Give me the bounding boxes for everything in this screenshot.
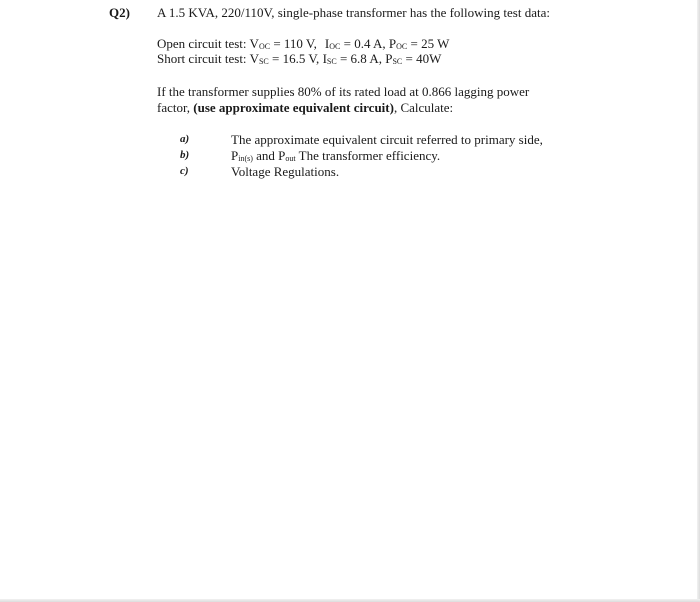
item-b-p1: P xyxy=(231,148,239,163)
item-b-rest: The transformer efficiency. xyxy=(295,148,441,163)
item-c-text: Voltage Regulations. xyxy=(231,164,340,179)
oc-power xyxy=(389,36,449,51)
sc-p-subscript: SC xyxy=(392,57,403,66)
oc-voltage xyxy=(250,36,317,51)
oc-i-symbol: I xyxy=(324,36,330,51)
item-b-sub-in: in(s) xyxy=(238,154,253,163)
oc-v-subscript: OC xyxy=(258,42,271,51)
oc-current xyxy=(325,36,386,51)
condition-prefix: factor, xyxy=(157,100,194,115)
short-circuit-test-line xyxy=(157,51,441,70)
sc-power xyxy=(385,51,441,66)
oc-i-subscript: OC xyxy=(329,42,341,51)
oc-p-value: = 25 W xyxy=(407,36,450,51)
question-number: Q2) xyxy=(109,5,130,20)
item-c-label: c) xyxy=(180,165,189,177)
condition-line-1: If the transformer supplies 80% of its rated load at 0.866 lagging power xyxy=(157,84,530,99)
condition-line-2 xyxy=(157,100,453,116)
oc-label: Open circuit test: xyxy=(157,36,247,51)
sc-i-symbol: I xyxy=(322,51,327,66)
sc-i-value: = 6.8 A, xyxy=(336,51,382,66)
condition-suffix: , Calculate: xyxy=(393,100,454,115)
item-b-sub-out: out xyxy=(285,154,296,163)
sc-label: Short circuit test: xyxy=(157,51,247,66)
oc-i-value: = 0.4 A, xyxy=(340,36,386,51)
item-a-label: a) xyxy=(180,133,190,145)
sc-current xyxy=(323,51,382,66)
oc-v-value: = 110 V, xyxy=(270,36,317,51)
sc-p-value: = 40W xyxy=(402,51,442,66)
sc-v-symbol: V xyxy=(249,51,259,66)
oc-p-subscript: OC xyxy=(396,42,408,51)
condition-bold-note: (use approximate equivalent circuit) xyxy=(193,100,394,115)
item-a-text: The approximate equivalent circuit referred to primary side, xyxy=(231,132,543,147)
item-b-label: b) xyxy=(180,149,190,161)
oc-v-symbol: V xyxy=(249,36,259,51)
question-statement: A 1.5 KVA, 220/110V, single-phase transformer has the following test data: xyxy=(157,5,550,20)
item-b-mid: and P xyxy=(252,148,286,163)
oc-p-symbol: P xyxy=(388,36,397,51)
sc-voltage xyxy=(250,51,320,66)
sc-p-symbol: P xyxy=(385,51,393,66)
sc-v-subscript: SC xyxy=(258,57,269,66)
sc-i-subscript: SC xyxy=(326,57,337,66)
sc-v-value: = 16.5 V, xyxy=(268,51,320,66)
